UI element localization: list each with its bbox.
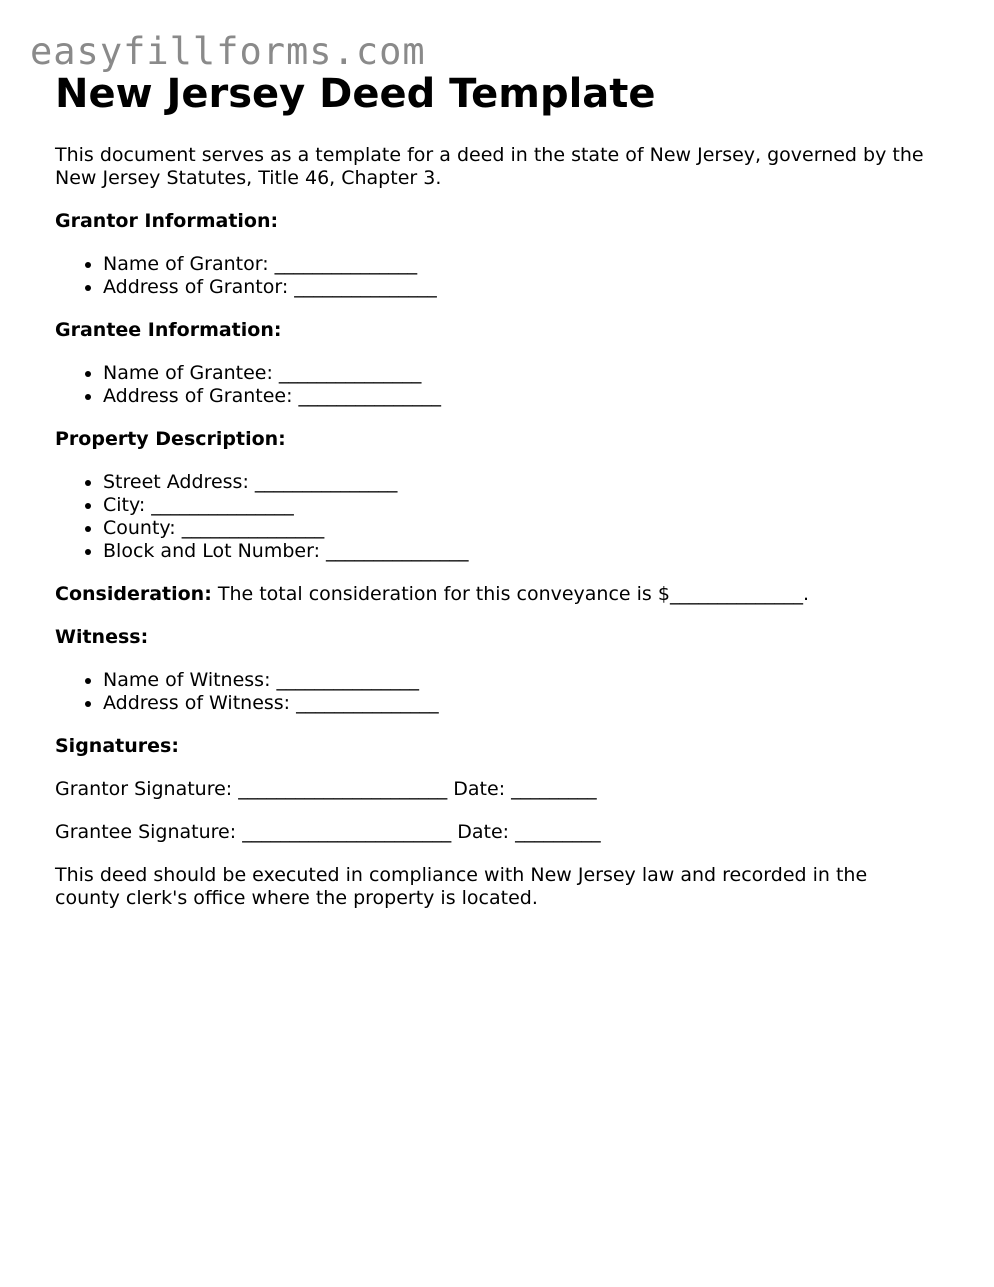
grantor-address-field[interactable]: • Address of Grantor: _______________ [103, 276, 935, 299]
witness-name-field[interactable]: • Name of Witness: _______________ [103, 669, 935, 692]
consideration-text: The total consideration for this conveyance is $______________. [211, 583, 809, 605]
watermark-logo: easyfillforms.com [30, 30, 426, 73]
property-heading: Property Description: [55, 428, 286, 450]
grantor-heading: Grantor Information: [55, 210, 279, 232]
document-body [55, 70, 935, 910]
city-field[interactable]: • City: _______________ [103, 494, 935, 517]
grantee-heading: Grantee Information: [55, 319, 282, 341]
page-title: New Jersey Deed Template [55, 71, 656, 117]
block-lot-field[interactable]: • Block and Lot Number: _______________ [103, 540, 935, 563]
county-field[interactable]: • County: _______________ [103, 517, 935, 540]
witness-list [55, 669, 935, 715]
closing-paragraph: This deed should be executed in compliance with New Jersey law and recorded in the county clerk's office where the property is located. [55, 864, 868, 909]
grantor-signature-line[interactable]: Grantor Signature: ______________________ Date: _________ [55, 778, 597, 800]
property-list [55, 471, 935, 563]
signatures-heading: Signatures: [55, 735, 179, 757]
grantor-list [55, 253, 935, 299]
consideration-paragraph[interactable] [55, 583, 935, 606]
grantor-name-field[interactable]: • Name of Grantor: _______________ [103, 253, 935, 276]
grantee-name-field[interactable]: • Name of Grantee: _______________ [103, 362, 935, 385]
consideration-label: Consideration: [55, 583, 212, 605]
street-address-field[interactable]: • Street Address: _______________ [103, 471, 935, 494]
witness-heading: Witness: [55, 626, 149, 648]
witness-address-field[interactable]: • Address of Witness: _______________ [103, 692, 935, 715]
grantee-address-field[interactable]: • Address of Grantee: _______________ [103, 385, 935, 408]
grantee-list [55, 362, 935, 408]
intro-paragraph: This document serves as a template for a deed in the state of New Jersey, governed by the New Jersey Statutes, Title 46, Chapter 3. [55, 144, 924, 189]
grantee-signature-line[interactable]: Grantee Signature: ______________________ Date: _________ [55, 821, 601, 843]
